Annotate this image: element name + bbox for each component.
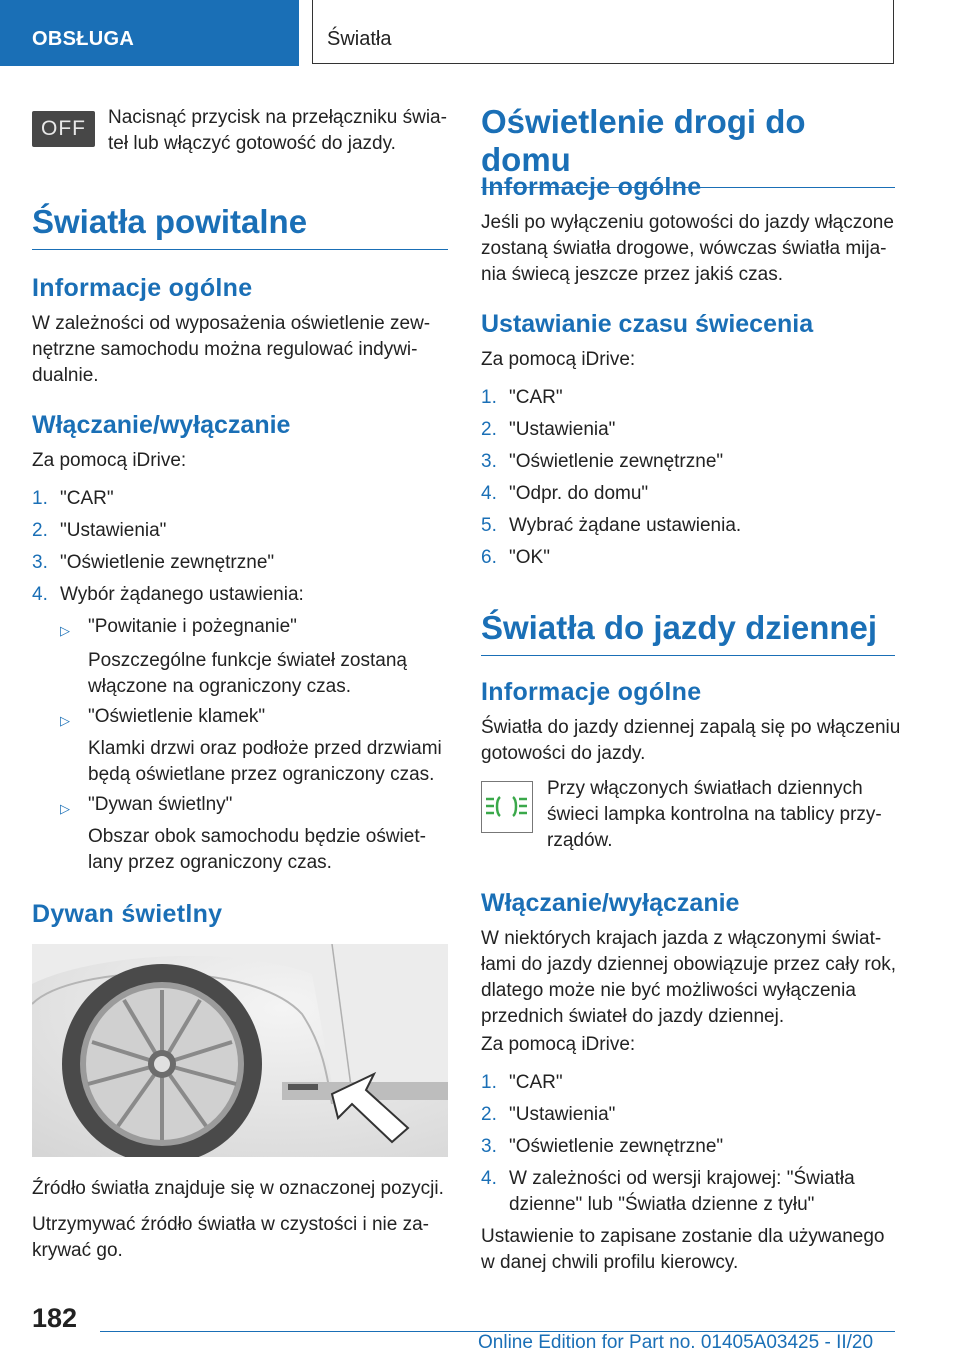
general-info-text [481,210,901,288]
step-text: Wybór żądanego ustawienia: [60,584,304,605]
text-line: Utrzymywać źródło światła w czystości i nie za- [32,1214,429,1235]
car-wheel-photo [32,944,448,1157]
heading-set-duration: Ustawianie czasu świecenia [481,310,814,338]
step-text: "Oświetlenie zewnętrzne" [509,451,724,472]
step-text: "Oświetlenie zewnętrzne" [60,552,275,573]
step-text: "Odpr. do domu" [509,483,649,504]
text-line: rządów. [547,830,613,851]
text-line: lany przez ograniczony czas. [88,852,332,873]
step-number: 2. [481,419,497,440]
heading-welcome-lights: Światła powitalne [32,203,448,250]
carpet-location-text: Źródło światła znajduje się w oznaczonej pozycji. [32,1178,444,1199]
step-number: 1. [481,387,497,408]
sub-item-title: "Powitanie i pożegnanie" [88,616,297,637]
heading-general-info: Informacje ogólne [32,274,253,302]
step-text: "CAR" [509,387,563,408]
sub-item-desc [88,824,448,876]
heading-home-lighting: Oświetlenie drogi do domu [481,103,895,188]
chapter-title: Światła [327,28,392,50]
heading-daytime-lights: Światła do jazdy dziennej [481,609,895,656]
text-line: Jeśli po wyłączeniu gotowości do jazdy włączone [481,212,894,233]
step-number: 3. [481,1136,497,1157]
step-number: 1. [481,1072,497,1093]
heading-on-off: Włączanie/wyłączanie [481,889,740,917]
sub-item-desc [88,736,448,788]
idrive-intro: Za pomocą iDrive: [32,450,187,471]
text-line: włączone na ograniczony czas. [88,676,351,697]
text-line: przednich świateł do jazdy dziennej. [481,1006,785,1027]
text-line: świeci lampka kontrolna na tablicy przy- [547,804,882,825]
idrive-intro: Za pomocą iDrive: [481,1034,636,1055]
page-number: 182 [32,1303,78,1333]
text-line: gotowości do jazdy. [481,743,646,764]
step-text: Wybrać żądane ustawienia. [509,515,742,536]
section-tab [0,0,299,66]
sub-item-title: "Dywan świetlny" [88,794,233,815]
text-line: będą oświetlane przez ograniczony czas. [88,764,435,785]
text-line: Nacisnąć przycisk na przełączniku świa- [108,107,447,128]
final-text [481,1224,901,1276]
step-text: "OK" [509,547,550,568]
footer-edition-text: Online Edition for Part no. 01405A03425 - II/20 [478,1332,874,1353]
drl-indicator-text [547,776,897,854]
step-number: 2. [32,520,48,541]
step-text: "CAR" [60,488,114,509]
text-line: W niektórych krajach jazda z włączonymi świat- [481,928,882,949]
sub-item-desc [88,648,448,700]
step-text: "CAR" [509,1072,563,1093]
step-number: 4. [481,1168,497,1189]
heading-on-off: Włączanie/wyłączanie [32,411,291,439]
text-line: dlatego może nie być możliwości wyłączenia [481,980,856,1001]
triangle-bullet-icon: ▷ [60,623,70,638]
text-line: w danej chwili profilu kierowcy. [481,1252,739,1273]
triangle-bullet-icon: ▷ [60,713,70,728]
step-text: "Ustawienia" [509,1104,616,1125]
list-item [481,1166,895,1218]
chapter-tab [312,0,894,64]
text-line: Poszczególne funkcje świateł zostaną [88,650,407,671]
text-line: nia świecą jeszcze przez jakiś czas. [481,264,783,285]
onoff-text [481,926,901,1030]
general-info-text [32,311,448,389]
text-line: zostaną światła drogowe, wówczas światła mija- [481,238,887,259]
off-button-icon: OFF [32,111,95,147]
heading-general-info: Informacje ogólne [481,173,702,201]
step-number: 4. [481,483,497,504]
text-line: W zależności od wyposażenia oświetlenie zew- [32,313,431,334]
idrive-intro: Za pomocą iDrive: [481,349,636,370]
step-number: 4. [32,584,48,605]
step-text: dzienne" lub "Światła dzienne z tyłu" [509,1194,815,1215]
text-line: Światła do jazdy dziennej zapalą się po włączeniu [481,717,901,738]
text-line: krywać go. [32,1240,123,1261]
heading-light-carpet: Dywan świetlny [32,900,223,928]
heading-general-info: Informacje ogólne [481,678,702,706]
step-number: 1. [32,488,48,509]
daytime-running-lights-indicator-icon [481,781,533,833]
step-text: "Ustawienia" [509,419,616,440]
car-wheel-illustration [32,944,448,1157]
triangle-bullet-icon: ▷ [60,801,70,816]
step-text: "Ustawienia" [60,520,167,541]
step-number: 2. [481,1104,497,1125]
step-text: W zależności od wersji krajowej: "Światła [509,1168,855,1189]
text-line: Klamki drzwi oraz podłoże przed drzwiami [88,738,442,759]
section-title: OBSŁUGA [32,28,135,50]
text-line: Przy włączonych światłach dziennych [547,778,863,799]
step-number: 6. [481,547,497,568]
step-number: 3. [481,451,497,472]
sub-item-title: "Oświetlenie klamek" [88,706,266,727]
text-line: Obszar obok samochodu będzie oświet- [88,826,426,847]
off-intro-text [108,105,448,157]
text-line: łami do jazdy dziennej obowiązuje przez cały rok, [481,954,897,975]
step-number: 3. [32,552,48,573]
text-line: nętrzne samochodu można regulować indywi- [32,339,418,360]
step-number: 5. [481,515,497,536]
text-line: teł lub włączyć gotowość do jazdy. [108,133,396,154]
text-line: dualnie. [32,365,99,386]
drl-info-text [481,715,901,767]
text-line: Ustawienie to zapisane zostanie dla używanego [481,1226,885,1247]
step-text: "Oświetlenie zewnętrzne" [509,1136,724,1157]
carpet-care-text [32,1212,448,1264]
